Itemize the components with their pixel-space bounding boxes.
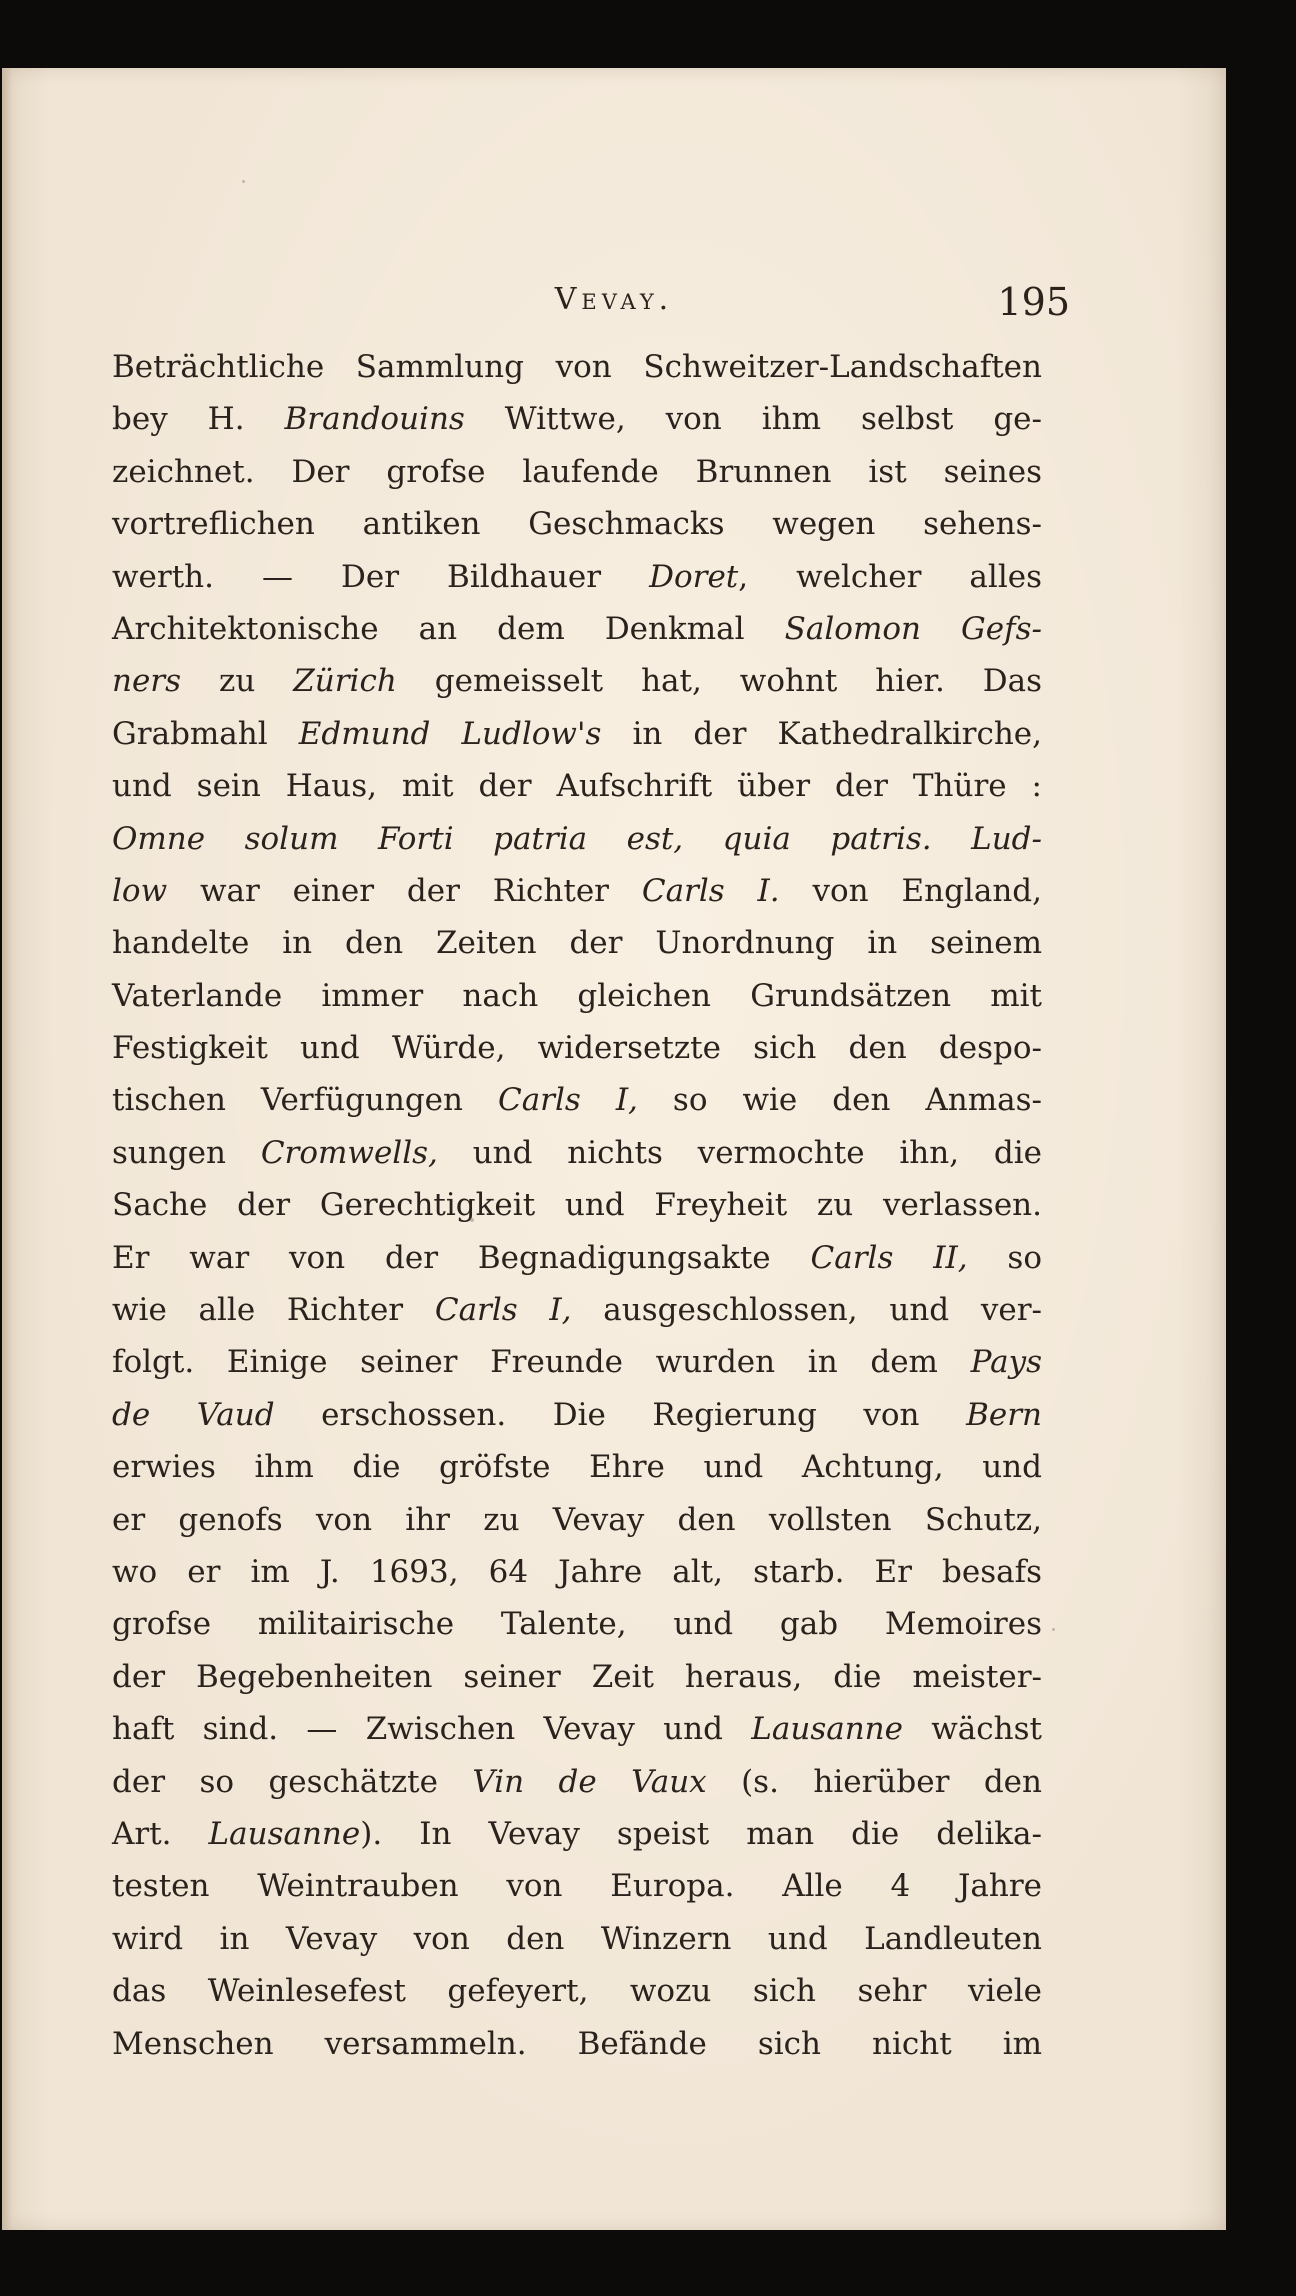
text-line (112, 1756, 1042, 1808)
text-run: vortreflichen antiken Geschmacks wegen sehens- (112, 506, 1042, 543)
text-line (112, 1389, 1042, 1441)
text-run: handelte in den Zeiten der Unordnung in seinem (112, 925, 1042, 962)
italic-text: Carls I, (434, 1292, 572, 1329)
text-run: ausgeschlossen, und ver- (571, 1292, 1043, 1329)
text-run: wächst (902, 1711, 1042, 1748)
italic-text: Carls II, (810, 1239, 968, 1276)
italic-text: Doret (649, 558, 739, 595)
text-line (112, 1860, 1042, 1912)
italic-text: Carls I, (497, 1082, 638, 1119)
paper-speck (242, 180, 245, 183)
italic-text: Lausanne (751, 1711, 903, 1748)
text-line (112, 1336, 1042, 1388)
text-line (112, 341, 1042, 393)
page-number: 195 (997, 280, 1070, 324)
text-run: und nichts vermochte ihn, die (437, 1134, 1042, 1171)
text-run: der Begebenheiten seiner Zeit heraus, die meister- (112, 1658, 1042, 1695)
text-run: , welcher alles (738, 558, 1042, 595)
text-line (112, 1022, 1042, 1074)
text-line (112, 1284, 1042, 1336)
text-run: und sein Haus, mit der Aufschrift über der Thüre : (112, 768, 1042, 805)
text-line (112, 1179, 1042, 1231)
text-run: folgt. Einige seiner Freunde wurden in dem (112, 1344, 971, 1381)
text-run: Beträchtliche Sammlung von Schweitzer-Landschaften (112, 349, 1042, 385)
text-run: Grabmahl (112, 715, 299, 752)
text-run: von England, (779, 872, 1042, 909)
text-line (112, 1127, 1042, 1179)
paper-speck (470, 1218, 474, 1222)
text-line (112, 603, 1042, 655)
text-run: wird in Vevay von den Winzern und Landleuten (112, 1920, 1042, 1957)
text-line (112, 865, 1042, 917)
text-run: Sache der Gerechtigkeit und Freyheit zu verlassen. (112, 1187, 1042, 1224)
text-run: tischen Verfügungen (112, 1082, 498, 1119)
text-line (112, 1913, 1042, 1965)
text-run: (s. hierüber den (706, 1763, 1042, 1800)
text-run: Er war von der Begnadigungsakte (112, 1239, 811, 1276)
italic-text: Edmund Ludlow's (298, 715, 602, 752)
italic-text: Brandouins (284, 401, 465, 438)
text-run: so wie den Anmas- (637, 1082, 1043, 1119)
text-line (112, 1494, 1042, 1546)
italic-text: ners (112, 663, 182, 700)
text-run: grofse militairische Talente, und gab Memoires (112, 1606, 1042, 1643)
text-run: das Weinlesefest gefeyert, wozu sich sehr viele (112, 1973, 1042, 2010)
text-line (112, 760, 1042, 812)
text-run: Vaterlande immer nach gleichen Grundsätzen mit (112, 977, 1042, 1014)
text-run: ). In Vevay speist man die delika- (360, 1815, 1043, 1852)
italic-text: Carls I. (641, 872, 780, 909)
text-run: sungen (112, 1134, 261, 1171)
text-line (112, 1808, 1042, 1860)
text-line (112, 2018, 1042, 2070)
text-run: Menschen versammeln. Befände sich nicht im (112, 2025, 1042, 2062)
italic-text: Pays (970, 1344, 1042, 1381)
text-run: gemeisselt hat, wohnt hier. Das (396, 663, 1042, 700)
italic-text: Cromwells, (260, 1134, 438, 1171)
text-line (112, 498, 1042, 550)
text-run: so (967, 1239, 1043, 1276)
text-run: bey H. (112, 401, 285, 438)
text-line (112, 1965, 1042, 2017)
italic-text: Bern (966, 1396, 1042, 1433)
text-run: haft sind. — Zwischen Vevay und (112, 1711, 752, 1748)
text-run: Art. (112, 1815, 209, 1852)
text-run: wie alle Richter (112, 1292, 435, 1329)
text-line (112, 393, 1042, 445)
book-page (2, 68, 1226, 2230)
italic-text: low (112, 872, 168, 909)
text-line (112, 446, 1042, 498)
text-line (112, 1703, 1042, 1755)
text-line (112, 970, 1042, 1022)
text-run: erschossen. Die Regierung von (274, 1396, 967, 1433)
text-line (112, 1074, 1042, 1126)
text-run: in der Kathedralkirche, (601, 715, 1042, 752)
text-line (112, 551, 1042, 603)
text-line (112, 1651, 1042, 1703)
text-run: zu (181, 663, 294, 700)
text-line (112, 1598, 1042, 1650)
text-run: erwies ihm die gröfste Ehre und Achtung, und (112, 1449, 1042, 1486)
body-text (112, 341, 1042, 2070)
text-run: werth. — Der Bildhauer (112, 558, 650, 595)
text-run: Wittwe, von ihm selbst ge- (464, 401, 1042, 438)
text-run: er genofs von ihr zu Vevay den vollsten Schutz, (112, 1501, 1042, 1538)
running-title: Vevay. (554, 282, 674, 317)
page-edge (2, 68, 12, 2230)
text-line (112, 708, 1042, 760)
text-line (112, 917, 1042, 969)
italic-text: Lausanne (208, 1815, 361, 1852)
text-line (112, 655, 1042, 707)
italic-text: Salomon Gefs- (784, 610, 1042, 647)
text-line (112, 1232, 1042, 1284)
text-run: Architektonische an dem Denkmal (112, 610, 785, 647)
text-run: zeichnet. Der grofse laufende Brunnen ist seines (112, 453, 1042, 490)
italic-text: Zürich (293, 663, 397, 700)
text-line (112, 1546, 1042, 1598)
text-run: war einer der Richter (167, 872, 642, 909)
italic-text: de Vaud (112, 1396, 275, 1433)
italic-text: Omne solum Forti patria est, quia patris. Lud- (112, 820, 1042, 857)
italic-text: Vin de Vaux (472, 1763, 707, 1800)
text-line (112, 813, 1042, 865)
text-run: wo er im J. 1693, 64 Jahre alt, starb. Er besafs (112, 1553, 1042, 1590)
text-line (112, 1441, 1042, 1493)
text-run: testen Weintrauben von Europa. Alle 4 Jahre (112, 1868, 1042, 1905)
text-run: Festigkeit und Würde, widersetzte sich den despo- (112, 1030, 1042, 1067)
page-header (2, 208, 1226, 324)
text-run: der so geschätzte (112, 1763, 473, 1800)
paper-speck (1052, 1628, 1055, 1631)
